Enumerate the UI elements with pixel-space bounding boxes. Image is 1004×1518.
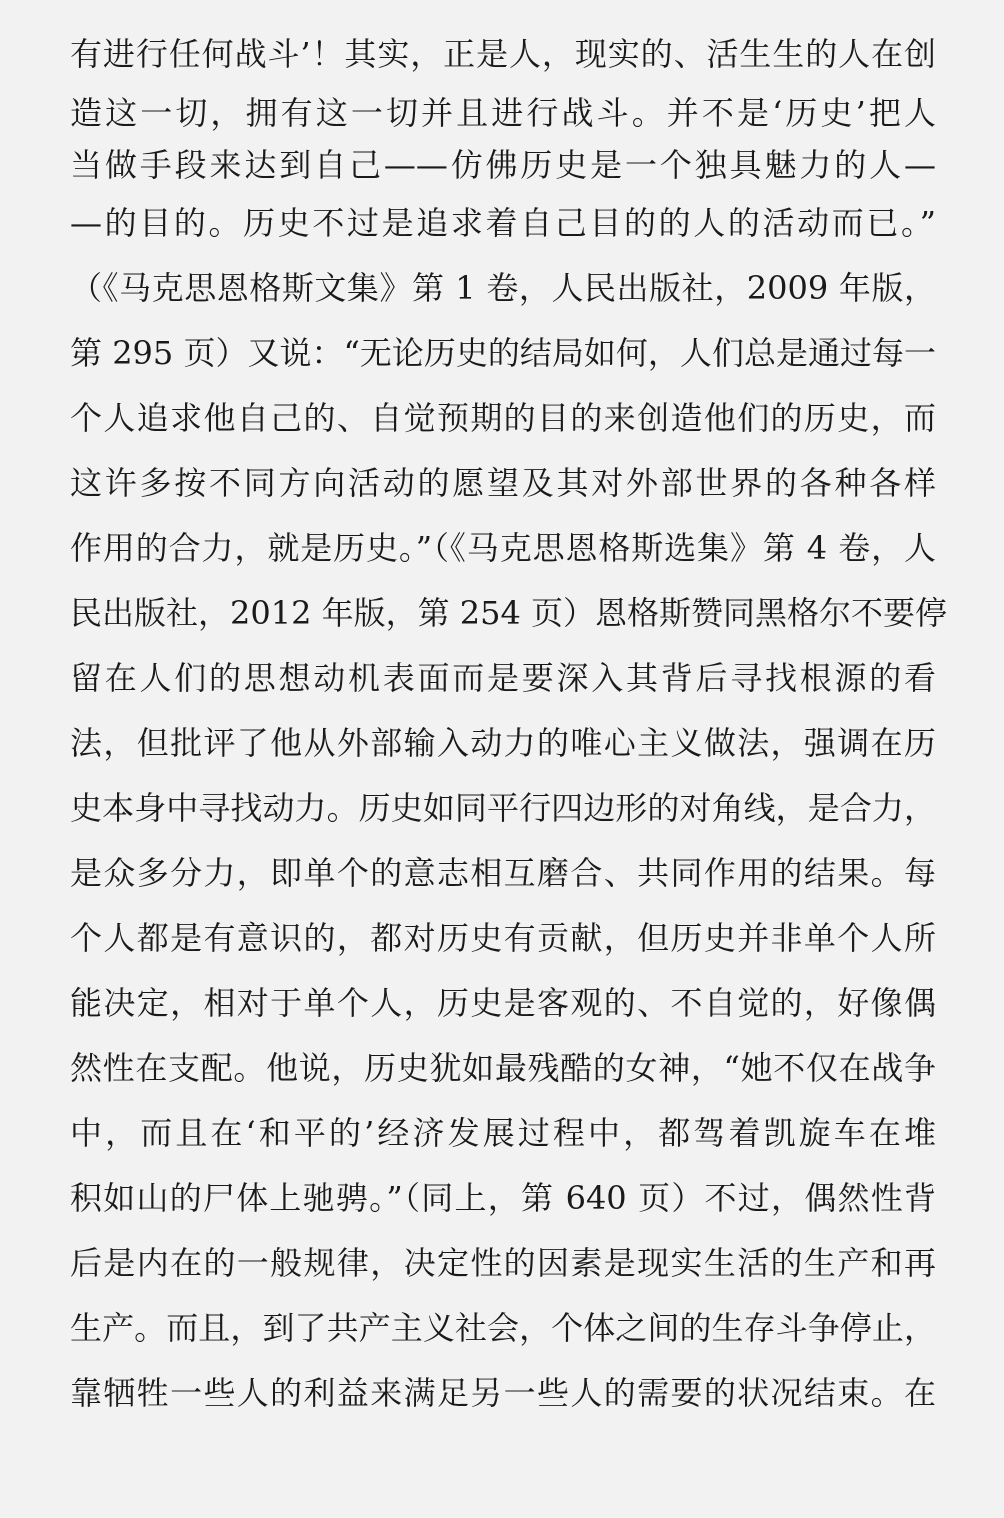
text-line-18: 中，而且在‘和平的’经济发展过程中，都驾着凯旋车在堆 xyxy=(70,1114,936,1152)
text-line-15: 个人都是有意识的，都对历史有贡献，但历史并非单个人所 xyxy=(70,919,936,957)
text-line-2: 造这一切，拥有这一切并且进行战斗。并不是‘历史’把人 xyxy=(70,94,936,132)
text-line-1: 有进行任何战斗’！其实，正是人，现实的、活生生的人在创 xyxy=(70,35,936,73)
text-line-13: 史本身中寻找动力。历史如同平行四边形的对角线，是合力， xyxy=(70,789,936,827)
text-line-19: 积如山的尸体上驰骋。”（同上，第 640 页）不过，偶然性背 xyxy=(70,1179,936,1217)
text-line-4: —的目的。历史不过是追求着自己目的的人的活动而已。” xyxy=(70,204,936,242)
text-line-8: 这许多按不同方向活动的愿望及其对外部世界的各种各样 xyxy=(70,464,936,502)
text-line-9: 作用的合力，就是历史。”（《马克思恩格斯选集》第 4 卷，人 xyxy=(70,529,936,567)
text-line-6: 第 295 页）又说：“无论历史的结局如何，人们总是通过每一 xyxy=(70,334,936,372)
text-line-14: 是众多分力，即单个的意志相互磨合、共同作用的结果。每 xyxy=(70,854,936,892)
text-line-11: 留在人们的思想动机表面而是要深入其背后寻找根源的看 xyxy=(70,659,936,697)
text-line-17: 然性在支配。他说，历史犹如最残酷的女神，“她不仅在战争 xyxy=(70,1049,936,1087)
text-line-21: 生产。而且，到了共产主义社会，个体之间的生存斗争停止， xyxy=(70,1309,936,1347)
text-line-12: 法，但批评了他从外部输入动力的唯心主义做法，强调在历 xyxy=(70,724,936,762)
text-line-22: 靠牺牲一些人的利益来满足另一些人的需要的状况结束。在 xyxy=(70,1374,936,1412)
text-line-10: 民出版社，2012 年版，第 254 页）恩格斯赞同黑格尔不要停 xyxy=(70,594,948,632)
text-line-3: 当做手段来达到自己——仿佛历史是一个独具魅力的人— xyxy=(70,146,936,184)
text-line-5: （《马克思恩格斯文集》第 1 卷，人民出版社，2009 年版， xyxy=(70,269,936,307)
text-line-16: 能决定，相对于单个人，历史是客观的、不自觉的，好像偶 xyxy=(70,984,936,1022)
text-line-7: 个人追求他自己的、自觉预期的目的来创造他们的历史，而 xyxy=(70,399,936,437)
document-page xyxy=(70,22,948,1426)
text-line-20: 后是内在的一般规律，决定性的因素是现实生活的生产和再 xyxy=(70,1244,936,1282)
